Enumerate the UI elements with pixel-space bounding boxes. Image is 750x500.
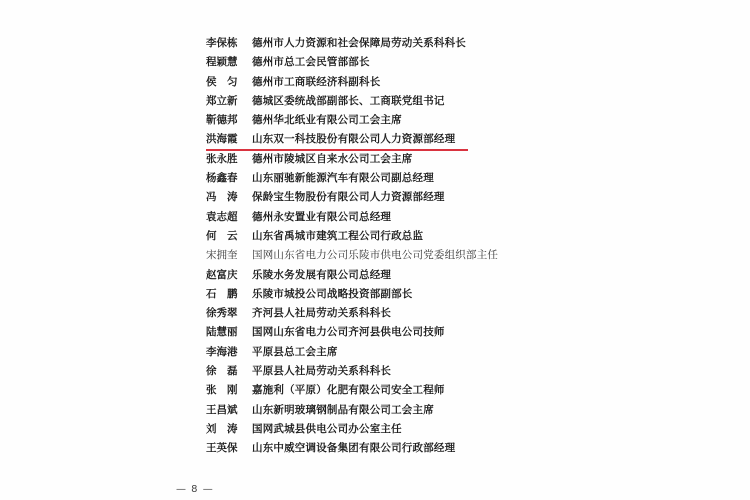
person-title: 山东省禹城市建筑工程公司行政总监: [252, 229, 424, 242]
page-number: — 8 —: [176, 484, 214, 495]
person-name: 袁志超: [206, 210, 238, 223]
person-title: 山东新明玻璃钢制品有限公司工会主席: [252, 403, 434, 416]
list-item: [206, 73, 536, 92]
list-item: [206, 208, 536, 227]
person-title: 德州市人力资源和社会保障局劳动关系科科长: [252, 37, 466, 49]
person-name: 刘 涛: [206, 422, 238, 435]
person-name: 程颖慧: [206, 56, 238, 69]
person-title: 德州市工商联经济科副科长: [252, 75, 381, 88]
person-name: 何 云: [206, 229, 238, 242]
list-item: [206, 304, 536, 323]
list-item: [206, 130, 536, 149]
person-name: 杨鑫春: [206, 172, 238, 185]
list-item: [206, 266, 536, 285]
person-name: 徐 磊: [206, 365, 238, 378]
person-title: 德州永安置业有限公司总经理: [252, 210, 392, 223]
person-name: 洪海霞: [206, 133, 238, 146]
person-name: 李保栋: [206, 37, 238, 49]
person-name: 靳德邦: [206, 114, 238, 127]
list-item: [206, 343, 536, 362]
person-name: 张永胜: [206, 152, 238, 165]
person-name: 张 刚: [206, 384, 238, 397]
person-name: 冯 涛: [206, 191, 238, 204]
list-item: [206, 92, 536, 111]
red-underline: [206, 149, 468, 151]
person-title: 山东丽驰新能源汽车有限公司副总经理: [252, 172, 434, 185]
personnel-list: [206, 34, 536, 459]
person-title: 乐陵水务发展有限公司总经理: [252, 268, 392, 281]
person-title: 山东中威空调设备集团有限公司行政部经理: [252, 442, 456, 455]
list-item: [206, 381, 536, 400]
list-item: [206, 227, 536, 246]
person-name: 王昌斌: [206, 403, 238, 416]
list-item: [206, 169, 536, 188]
list-item: [206, 246, 536, 265]
person-title: 国网山东省电力公司乐陵市供电公司党委组织部主任: [252, 249, 499, 262]
person-title: 乐陵市城投公司战略投资部副部长: [252, 287, 413, 300]
person-name: 赵富庆: [206, 268, 238, 281]
person-name: 李海港: [206, 345, 238, 358]
person-title: 保龄宝生物股份有限公司人力资源部经理: [252, 191, 445, 204]
person-title: 德州市总工会民管部部长: [252, 56, 370, 69]
list-item: [206, 401, 536, 420]
person-name: 宋拥奎: [206, 249, 238, 262]
person-title: 嘉施利（平原）化肥有限公司安全工程师: [252, 384, 445, 397]
person-title: 齐河县人社局劳动关系科科长: [252, 307, 392, 320]
list-item: [206, 420, 536, 439]
list-item: [206, 362, 536, 381]
person-title: 平原县总工会主席: [252, 345, 338, 358]
list-item: [206, 34, 536, 53]
list-item: [206, 150, 536, 169]
person-title: 平原县人社局劳动关系科科长: [252, 365, 392, 378]
person-name: 徐秀翠: [206, 307, 238, 320]
person-title: 德城区委统战部副部长、工商联党组书记: [252, 94, 445, 107]
person-title: 国网山东省电力公司齐河县供电公司技师: [252, 326, 445, 339]
list-item: [206, 111, 536, 130]
person-title: 德州市陵城区自来水公司工会主席: [252, 152, 413, 165]
person-name: 王英保: [206, 442, 238, 455]
list-item: [206, 439, 536, 458]
person-name: 侯 匀: [206, 75, 238, 88]
list-item: [206, 188, 536, 207]
person-title: 山东双一科技股份有限公司人力资源部经理: [252, 133, 456, 146]
list-item: [206, 53, 536, 72]
list-item: [206, 285, 536, 304]
list-item: [206, 323, 536, 342]
person-name: 陆慧丽: [206, 326, 238, 339]
person-name: 郑立新: [206, 94, 238, 107]
person-title: 德州华北纸业有限公司工会主席: [252, 114, 402, 127]
person-name: 石 鹏: [206, 287, 238, 300]
person-title: 国网武城县供电公司办公室主任: [252, 422, 402, 435]
